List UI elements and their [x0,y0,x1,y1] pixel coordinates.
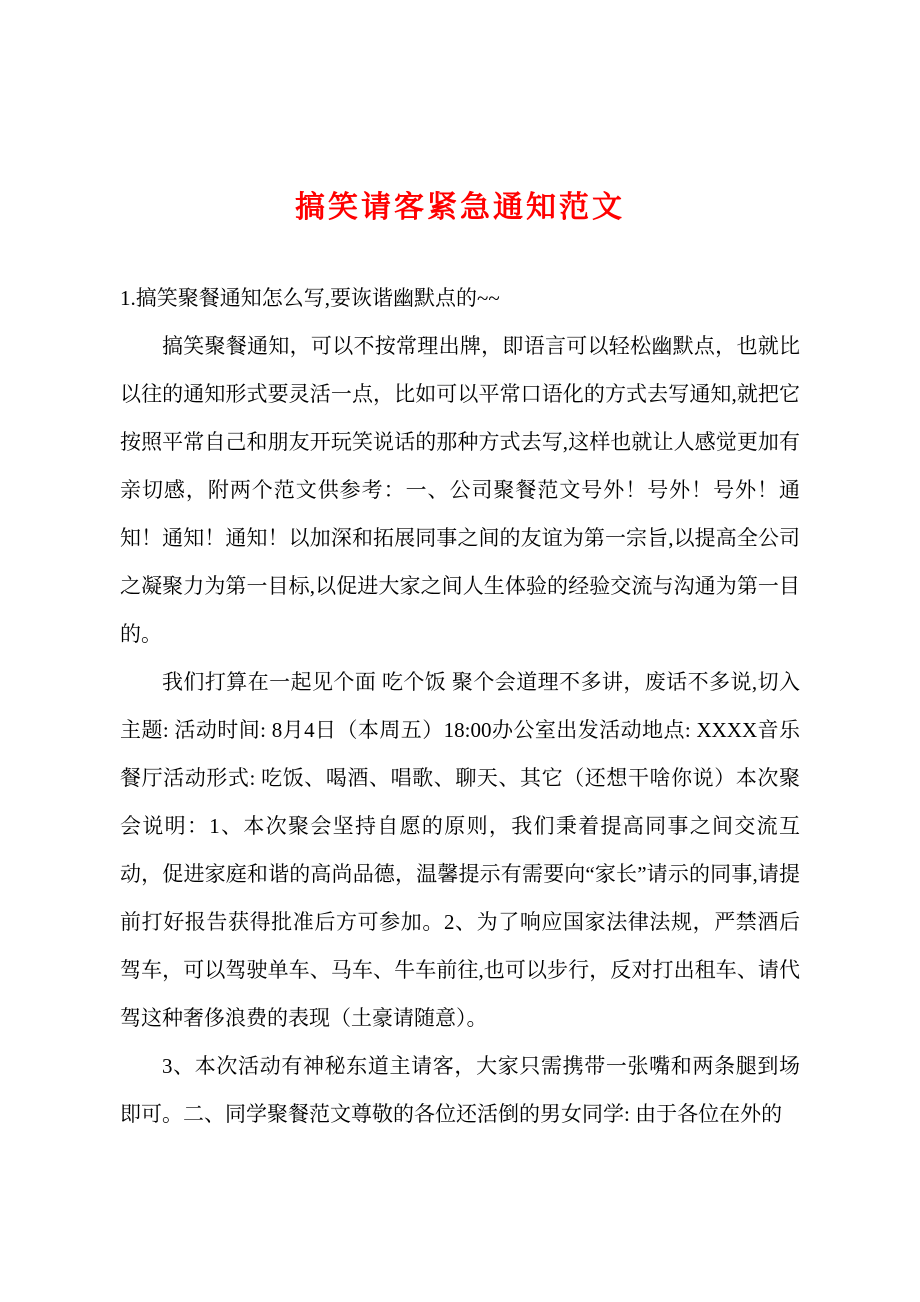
document-title: 搞笑请客紧急通知范文 [295,191,625,224]
paragraph-body-1: 搞笑聚餐通知，可以不按常理出牌，即语言可以轻松幽默点，也就比以往的通知形式要灵活一点，比如可以平常口语化的方式去写通知,就把它按照平常自己和朋友开玩笑说话的那种方式去写,这样也就让人感觉更加有亲切感，附两个范文供参考：一、公司聚餐范文号外！号外！号外！通知！通知！通知！以加深和拓展同事之间的友谊为第一宗旨,以提高全公司之凝聚力为第一目标,以促进大家之间人生体验的经验交流与沟通为第一目的。 [120,334,800,646]
paragraph-body-3: 3、本次活动有神秘东道主请客，大家只需携带一张嘴和两条腿到场即可。二、同学聚餐范文尊敬的各位还活倒的男女同学: 由于各位在外的 [120,1054,800,1126]
paragraph-body-2: 我们打算在一起见个面 吃个饭 聚个会道理不多讲，废话不多说,切入主题: 活动时间: 8月4日（本周五）18:00办公室出发活动地点: XXXX音乐餐厅活动形式: 吃饭、喝酒、唱歌、聊天、其它（还想干啥你说）本次聚会说明：1、本次聚会坚持自愿的原则，我们秉着提高同事之间交流互动，促进家庭和谐的高尚品德，温馨提示有需要向“家长”请示的同事,请提前打好报告获得批准后方可参加。2、为了响应国家法律法规，严禁酒后驾车，可以驾驶单车、马车、牛车前往,也可以步行，反对打出租车、请代驾这种奢侈浪费的表现（土豪请随意）。 [120,670,800,1030]
paragraph-question: 1.搞笑聚餐通知怎么写,要诙谐幽默点的~~ [120,286,500,310]
